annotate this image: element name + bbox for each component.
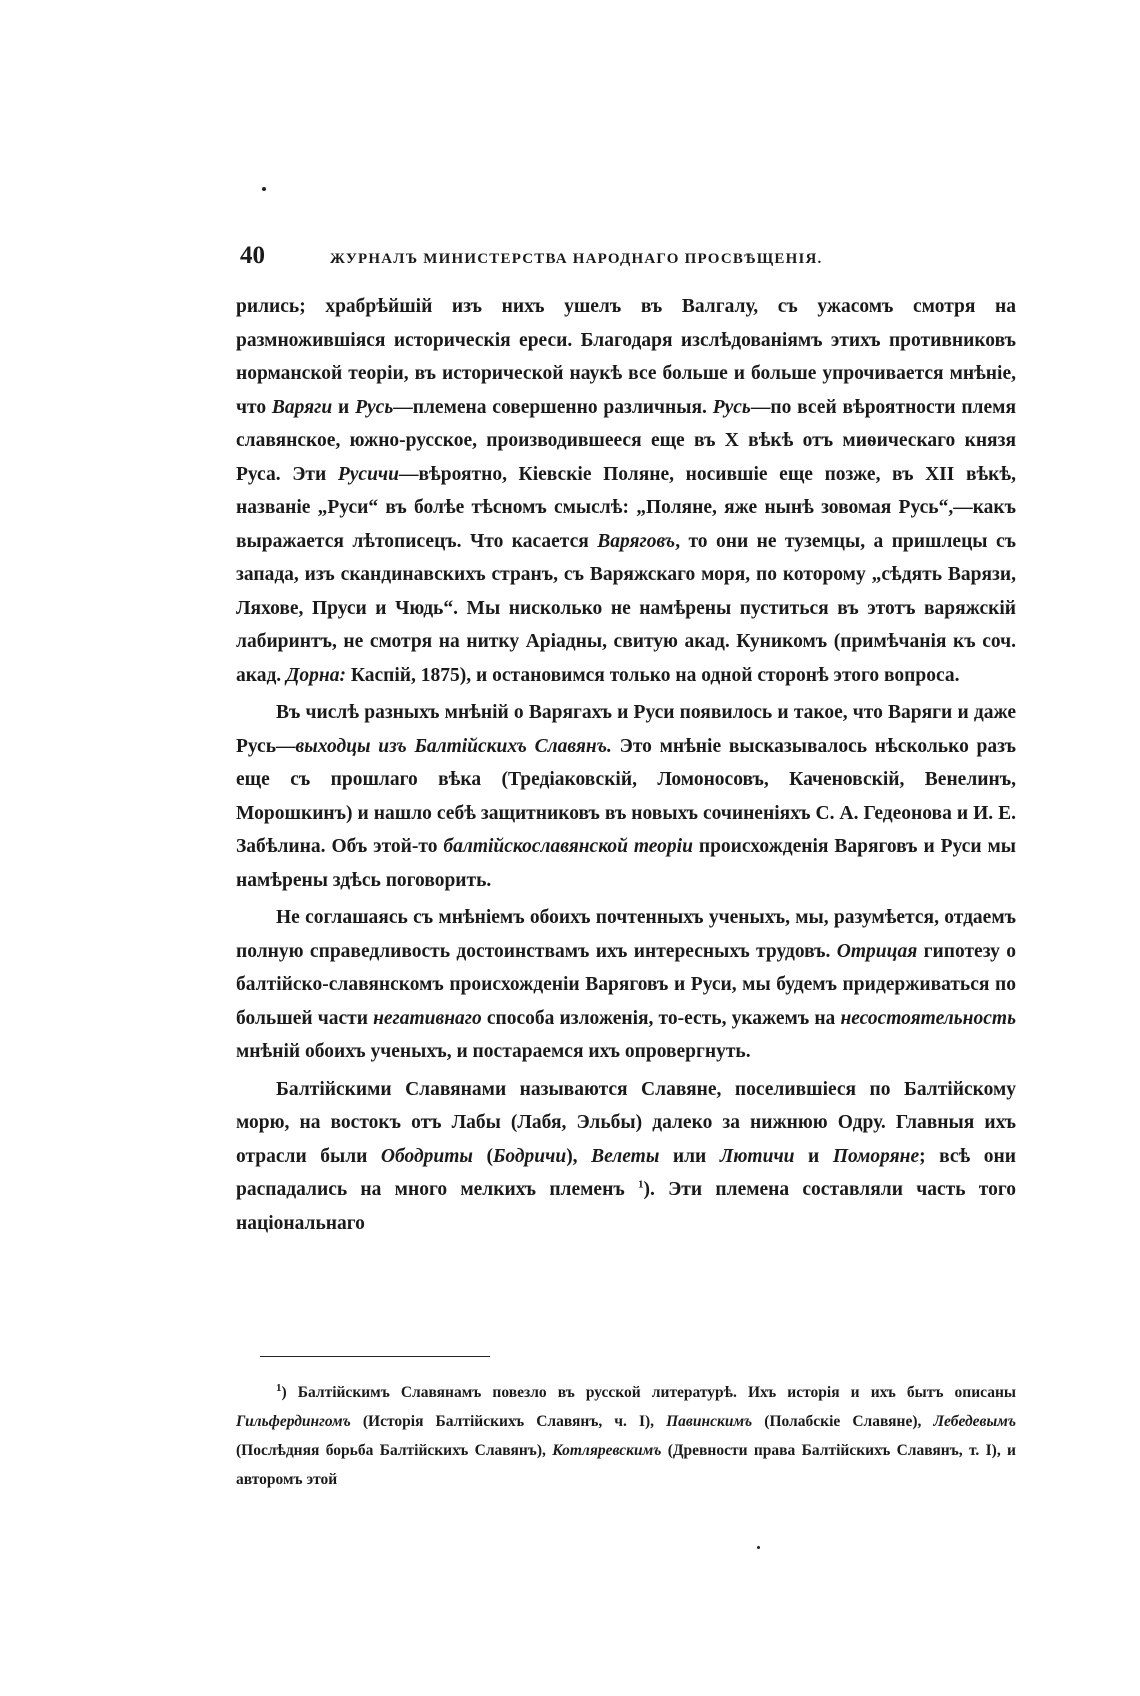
text-run: способа изложенія, то-есть, укажемъ на: [481, 1007, 841, 1029]
italic-text: Гильфердингомъ: [236, 1413, 351, 1430]
page-number: 40: [240, 242, 265, 269]
text-run: Балтійскими Славянами называются Славяне, поселившіеся по Балтійскому морю, на востокъ отъ Лабы (Лабя, Эльбы) далеко за нижнюю Одру. Главныя ихъ отрасли были: [236, 1078, 1016, 1167]
italic-text: Русичи: [337, 463, 399, 485]
text-run: мнѣній обоихъ ученыхъ, и постараемся ихъ опровергнуть.: [236, 1041, 751, 1062]
text-run: —по всей вѣроятности племя славянское, южно-русское, производившееся еще въ X вѣкѣ отъ миѳическаго князя Руса. Эти: [236, 396, 1016, 485]
text-run: ) Балтійскимъ Славянамъ повезло въ русской литературѣ. Ихъ исторія и ихъ бытъ описаны: [281, 1384, 1016, 1401]
text-run: или: [659, 1145, 720, 1167]
ink-speck: [757, 1546, 760, 1549]
text-run: ; всѣ они распадались на много мелкихъ племенъ: [236, 1145, 1016, 1200]
text-run: , то они не туземцы, а пришлецы съ запада, изъ скандинавскихъ странъ, съ Варяжскаго моря, по которому „сѣдять Варязи, Ляхове, Пруси и Чюдь“. Мы нисколько не намѣрены пуститься въ этотъ варяжскій лабиринтъ, не смотря на нитку Аріадны, свитую акад. Куникомъ (примѣчанія къ соч. акад.: [236, 530, 1016, 686]
text-run: гипотезу о балтійско-славянскомъ происхожденіи Варяговъ и Руси, мы будемъ придерживаться по большей части: [236, 940, 1016, 1029]
italic-text: негативнаго: [373, 1007, 482, 1029]
text-run: (Послѣдняя борьба Балтійскихъ Славянъ),: [236, 1442, 553, 1459]
italic-text: Павинскимъ: [666, 1413, 753, 1430]
text-run: Это мнѣніе высказывалось нѣсколько разъ еще съ прошлаго вѣка (Тредіаковскій, Ломоносовъ, Каченовскій, Венелинъ, Морошкинъ) и нашло себѣ защитниковъ въ новыхъ сочиненіяхъ С. А. Гедеонова и И. Е. Забѣлина. Объ этой-то: [236, 735, 1016, 857]
italic-text: Лебедевымъ: [933, 1413, 1016, 1430]
text-run: рились; храбрѣйшій изъ нихъ ушелъ въ Валгалу, съ ужасомъ смотря на размножившіяся историческія ереси. Благодаря изслѣдованіямъ этихъ противниковъ норманской теоріи, въ исторической наукѣ все больше и больше упрочивается мнѣніе, что: [236, 296, 1016, 418]
text-run: и: [794, 1145, 833, 1167]
italic-text: Русь: [712, 396, 751, 418]
footnote: [236, 1378, 1016, 1494]
footnote-marker: 1: [276, 1381, 282, 1394]
text-run: происхожденія Варяговъ и Руси мы намѣрены здѣсь поговорить.: [236, 836, 1016, 891]
text-run: (Древности права Балтійскихъ Славянъ, т. I), и авторомъ этой: [236, 1442, 1016, 1488]
paragraph: [236, 1073, 1016, 1241]
paragraph: [236, 696, 1016, 897]
italic-text: выходцы изъ Балтійскихъ Славянъ.: [295, 735, 612, 757]
italic-text: Русь: [355, 396, 394, 418]
italic-text: Поморяне: [832, 1145, 920, 1167]
italic-text: Ободриты: [380, 1145, 473, 1167]
text-run: (: [472, 1145, 493, 1167]
italic-text: Отрицая: [836, 940, 918, 962]
text-run: ). Эти племена составляли часть того національнаго: [236, 1179, 1016, 1234]
text-run: Въ числѣ разныхъ мнѣній о Варягахъ и Руси появилось и такое, что Варяги и даже Русь—: [236, 702, 1016, 757]
ink-speck: [262, 187, 266, 191]
text-run: —племена совершенно различныя.: [393, 396, 713, 418]
text-run: Не соглашаясь съ мнѣніемъ обоихъ почтенныхъ ученыхъ, мы, разумѣется, отдаемъ полную справедливость достоинствамъ ихъ интересныхъ трудовъ.: [236, 907, 1016, 962]
paragraph: [236, 290, 1016, 692]
italic-text: Дорна:: [286, 664, 346, 686]
italic-text: Варяги: [271, 396, 333, 418]
running-head: [240, 242, 1010, 272]
body-text: [236, 290, 1016, 1240]
paragraph: [236, 901, 1016, 1069]
italic-text: Бодричи: [492, 1145, 567, 1167]
italic-text: балтійскославянской теоріи: [443, 836, 693, 857]
footnote-divider: [260, 1356, 490, 1357]
italic-text: Котляревскимъ: [552, 1442, 662, 1459]
text-run: Каспій, 1875), и остановимся только на одной сторонѣ этого вопроса.: [345, 664, 960, 686]
text-run: (Полабскіе Славяне),: [752, 1413, 934, 1430]
italic-text: несостоятельность: [840, 1007, 1016, 1029]
text-run: ),: [566, 1145, 592, 1167]
text-run: и: [332, 396, 356, 418]
footnote-marker: 1: [637, 1178, 644, 1191]
italic-text: Варяговъ: [597, 530, 676, 552]
journal-title: ЖУРНАЛЪ МИНИСТЕРСТВА НАРОДНАГО ПРОСВѢЩЕНІЯ.: [330, 251, 823, 267]
text-run: (Исторія Балтійскихъ Славянъ, ч. I),: [350, 1413, 667, 1430]
text-run: —вѣроятно, Кіевскіе Поляне, носившіе еще позже, въ XII вѣкѣ, названіе „Руси“ въ болѣе тѣсномъ смыслѣ: „Поляне, яже нынѣ зовомая Русь“,—какъ выражается лѣтописецъ. Что касается: [236, 463, 1016, 552]
footnotes: [236, 1378, 1016, 1494]
italic-text: Лютичи: [719, 1145, 795, 1167]
italic-text: Велеты: [591, 1145, 660, 1167]
